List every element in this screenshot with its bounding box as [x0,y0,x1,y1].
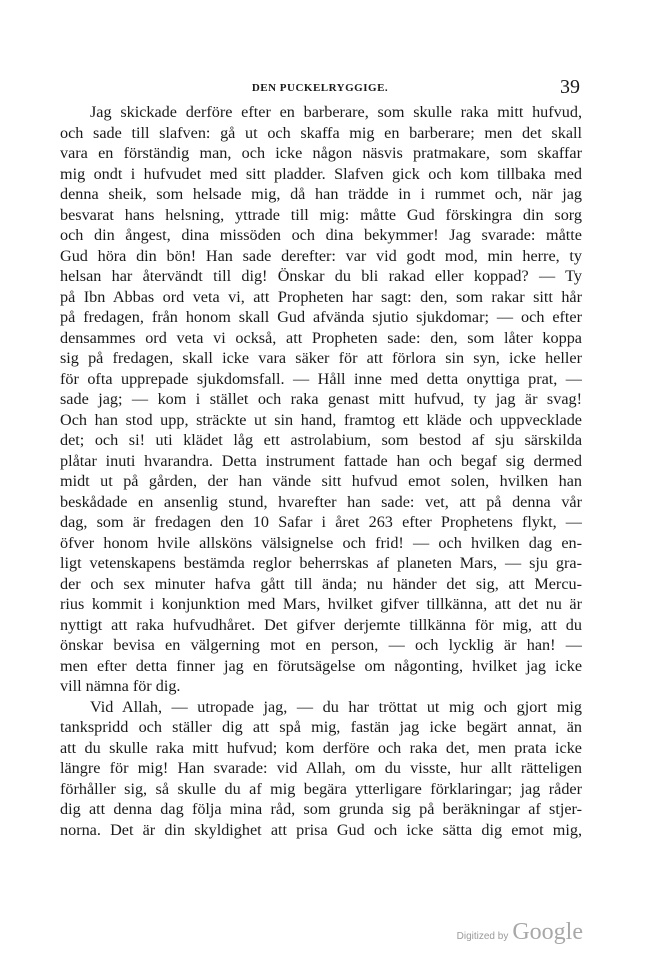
text-line: vill nämna för dig. [60,677,181,695]
text-line: midt ut på gården, der han vände sitt hufvud emot solen, hvilken han [60,472,582,490]
text-line: tankspridd och ställer dig att spå mig, fastän jag icke begärt annat, än [60,718,582,736]
text-line: och sade till slafven: gå ut och skaffa mig en barberare; men det skall [60,123,582,142]
text-line: norna. Det är din skyldighet att prisa Gud och icke sätta dig emot mig, [60,820,582,839]
text-line: önskar bevisa en välgerning mot en person, — och lycklig är han! — [60,636,582,654]
text-line: helsan har återvändt till dig! Önskar du bli rakad eller koppad? — Ty [60,267,582,285]
running-header [60,76,580,100]
text-line: på fredagen, från honom skall Gud afvända sjutio sjukdomar; — och efter [60,308,582,326]
text-line: nyttigt att raka hufvudhåret. Det gifver derjemte tillkänna för mig, att du [60,615,582,634]
text-line: längre för mig! Han svarade: vid Allah, om du visste, hur allt rätteligen [60,759,582,777]
digitized-by-label: Digitized by [456,931,509,942]
google-logo: Google [512,919,583,945]
text-line: det; och si! uti klädet låg ett astrolabium, som bestod af sju särskilda [60,431,582,449]
page-number: 39 [560,76,580,98]
text-line: dig att denna dag följa mina råd, som grunda sig på beräkningar af stjer- [60,800,582,818]
text-line: besvarat hans helsning, yttrade till mig: måtte Gud förskingra din sorg [60,205,582,224]
digitized-watermark [457,919,583,946]
text-line: öfver honom hvile allsköns välsignelse och frid! — och hvilken dag en- [60,533,582,552]
text-line: att du skulle raka mitt hufvud; kom derföre och raka det, men prata icke [60,738,582,757]
running-title: DEN PUCKELRYGGIGE. [251,82,389,94]
text-line: densammes ord veta vi också, att Propheten sade: den, som låter koppa [60,328,582,347]
text-line: plåtar inuti hvarandra. Detta instrument fattade han och begaf sig dermed [60,451,582,470]
text-line: men efter detta finner jag en förutsägelse om någonting, hvilket jag icke [60,656,582,675]
text-line: Gud höra din bön! Han sade derefter: var vid godt mod, min herre, ty [60,246,582,265]
text-line: Och han stod upp, sträckte ut sin hand, framtog ett kläde och uppvecklade [60,410,582,429]
text-line: dag, som är fredagen den 10 Safar i året 263 efter Prophetens flykt, — [60,513,582,531]
text-line: sig på fredagen, skall icke vara säker för att förlora sin syn, icke heller [60,349,582,367]
text-line: der och sex minuter hafva gått till ända; nu händer det sig, att Mercu- [60,574,582,593]
text-line: på Ibn Abbas ord veta vi, att Propheten har sagt: den, som rakar sitt hår [60,287,582,306]
text-line: Jag skickade derföre efter en barberare, som skulle raka mitt hufvud, [90,103,582,121]
text-line: vara en förständig man, och icke någon näsvis pratmakare, som skaffar [60,144,582,162]
text-line: för ofta upprepade sjukdomsfall. — Håll inne med detta onyttiga prat, — [60,369,582,388]
text-line: denna sheik, som helsade mig, då han trädde in i rummet och, när jag [60,185,582,203]
text-line: ligt vetenskapens bestämda reglor beherrskas af planeten Mars, — sju gra- [60,554,582,572]
text-line: mig ondt i hufvudet med sitt pladder. Slafven gick och kom tillbaka med [60,164,582,183]
text-line: och din ångest, dina missöden och dina bekymmer! Jag svarade: måtte [60,226,582,244]
text-line: förhåller sig, så skulle du af mig begära ytterligare förklaringar; jag råder [60,779,582,798]
text-line: beskådade en ansenlig stund, hvarefter han sade: vet, att på denna vår [60,492,582,511]
text-line: sade jag; — kom i stället och raka genast mitt hufvud, ty jag är svag! [60,390,582,408]
body-text [60,102,582,840]
text-line: rius kommit i konjunktion med Mars, hvilket gifver tillkänna, att det nu är [60,595,582,613]
text-line: Vid Allah, — utropade jag, — du har tröttat ut mig och gjort mig [90,697,582,716]
